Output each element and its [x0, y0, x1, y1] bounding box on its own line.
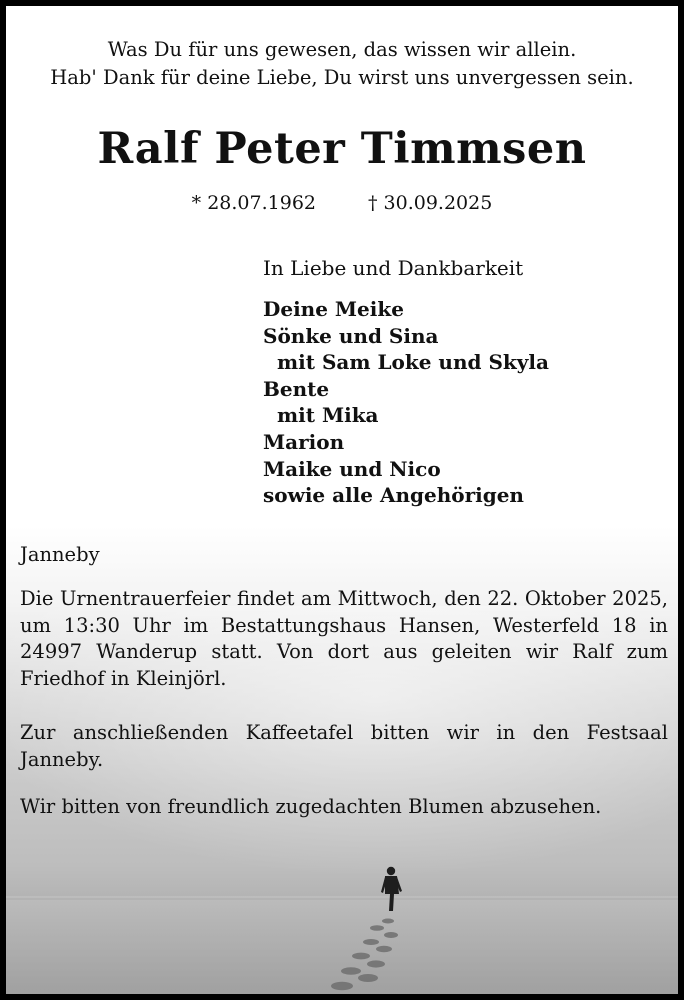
place-name: Janneby [20, 543, 100, 566]
family-member: Marion [263, 429, 345, 454]
verse-line-1: Was Du für uns gewesen, das wissen wir allein. [107, 38, 577, 61]
birth-date: * 28.07.1962 [191, 192, 316, 214]
dedication-text: In Liebe und Dankbarkeit [263, 256, 524, 280]
flowers-paragraph: Wir bitten von freundlich zugedachten Blumen abzusehen. [20, 795, 602, 818]
memorial-verse [6, 36, 678, 92]
ceremony-paragraph: Die Urnentrauerfeier findet am Mittwoch, den 22. Oktober 2025, um 13:30 Uhr im Bestattungshaus Hansen, Westerfeld 18 in 24997 Wanderup statt. Von dort aus geleiten wir Ralf zum Friedhof in Kleinjörl. [20, 587, 668, 690]
family-list [263, 296, 549, 509]
family-member: Bente [263, 376, 330, 401]
family-member: Sönke und Sina [263, 323, 439, 348]
family-member: mit Mika [277, 403, 379, 428]
family-member: sowie alle Angehörigen [263, 483, 524, 508]
family-member: Maike und Nico [263, 456, 441, 481]
verse-line-2: Hab' Dank für deine Liebe, Du wirst uns unvergessen sein. [50, 66, 634, 89]
life-dates [6, 192, 678, 214]
snow-ground [6, 896, 678, 994]
family-member: Deine Meike [263, 297, 404, 321]
deceased-name: Ralf Peter Timmsen [97, 124, 587, 174]
coffee-paragraph: Zur anschließenden Kaffeetafel bitten wir in den Festsaal Janneby. [20, 721, 668, 771]
death-date: † 30.09.2025 [368, 192, 493, 214]
family-member: mit Sam Loke und Skyla [277, 350, 549, 375]
